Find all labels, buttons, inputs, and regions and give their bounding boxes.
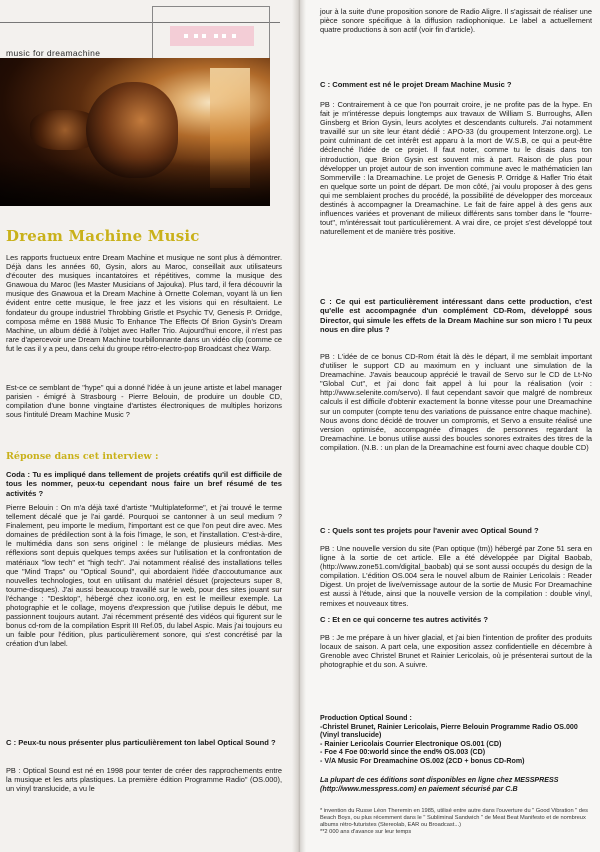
availability-note: La plupart de ces éditions sont disponibles en ligne chez MESSPRESS (http://www.messpress.com) en paiement sécurisé par C.B (320, 776, 559, 793)
answer-3: PB : Contrairement à ce que l'on pourrait croire, je ne profite pas de la hype. En fait je m'intéresse depuis longtemps aux travaux de William S. Burroughs, Allen Ginsberg et Brion Gysin, leurs acolytes et descendants culturels. J'ai notamment travaillé sur un site leur étant dédié : APO-33 (du groupement Interzone.org). Le point culminant de cet intérêt est apparu à la mort de W.S.B, ce qui a peut-être déclenché l'idée de ce projet. Il faut noter, comme tu le disais dans ton introduction, que Brion Gysin est souvent mis à part. Raison de plus pour développer un projet autour de son invention commune avec le mathématicien Ian Sommerville : la Dreamachine. Le projet de Genesis P. Orridge & Hafler Trio était en quelque sorte un point de départ. De mon côté, j'ai voulu proposer à des gens qui me semblaient proches du procédé, la possibilité de développer des morceaux destinés à accompagner la Dreamachine. Le fait de faire appel à des gens aux influences variées et provenant de milieux différents sans tomber dans le "fourre-tout", m'intéressait tout particulièrement. A vrai dire, ce projet s'est développé tout naturellement et de manière très positive. (320, 100, 592, 237)
intro-paragraph-2: Est-ce ce semblant de "hype" qui a donné l'idée à un jeune artiste et label manager parisien - émigré à Strasbourg - Pierre Belouin, de produire un double CD, compilation d'une bonne vingtaine d'artistes électroniques de multiples horizons sous l'intitulé Dream Machine Music ? (6, 383, 282, 420)
production-item: - Foe 4 Foe 00:world since the end% OS.003 (CD) (320, 748, 486, 757)
header-photo (0, 58, 270, 206)
answer-5: PB : Une nouvelle version du site (Pan optique (tm)) hébergé par Zone 51 sera en ligne à la sortie de cet article. Elle a été développée par Digital Baobab, (http://www.zone51.com/digital_baobab) qui se sont aussi occupés du design de la compilation. L'édition OS.004 sera le nouvel album de Rainier Lericolais : Reader Digest. Un projet de live/vernissage autour de la sortie de Music For Dreamachine est aussi à l'étude, ainsi que la nouvelle version de la compilation : double vinyl, remixes et nouveaux titres. (320, 544, 592, 608)
header-pink-band (170, 26, 254, 46)
question-2: C : Peux-tu nous présenter plus particulièrement ton label Optical Sound ? (6, 738, 276, 747)
production-list (320, 714, 592, 766)
left-page (0, 0, 296, 852)
production-item: - Rainier Lericolais Courrier Electronique OS.001 (CD) (320, 739, 502, 748)
answer-2: PB : Optical Sound est né en 1998 pour tenter de créer des rapprochements entre la musique et les arts plastiques. La première édition Programme Radio" (OS.000), un vinyl translucide, a vu le (6, 766, 282, 794)
section-label: music for dreamachine (6, 48, 101, 58)
right-page (306, 0, 600, 852)
article-title: Dream Machine Music (6, 227, 200, 245)
answer-6: PB : Je me prépare à un hiver glacial, et j'ai bien l'intention de profiter des produits locaux de saison. A part cela, une exposition assez confidentielle en décembre à Grenoble avec Christel Brunet et Rainier Lericolais, où je présenterai surtout de la photographie et du son. A suivre. (320, 633, 592, 670)
answer-2-continued: jour à la suite d'une proposition sonore de Radio Aligre. Il s'agissait de réaliser une pièce sonore spécifique à la diffusion radiophonique. Le label a actuellement quatre productions à son actif (voir fin d'article). (320, 7, 592, 35)
page-gutter (292, 0, 306, 852)
production-item: - V/A Music For Dreamachine OS.002 (2CD + bonus CD-Rom) (320, 756, 525, 765)
interview-subhead: Réponse dans cet interview : (6, 451, 159, 462)
question-5: C : Quels sont tes projets pour l'avenir avec Optical Sound ? (320, 526, 539, 535)
footnote-2: **2 000 ans d'avance sur leur temps (320, 829, 412, 835)
production-item: -Christel Brunet, Rainier Lericolais, Pierre Belouin Programme Radio OS.000 (Vinyl translucide) (320, 722, 578, 740)
question-1: Coda : Tu es impliqué dans tellement de projets créatifs qu'il est difficile de tous les nommer, peux-tu cependant nous faire un bref résumé de tes activités ? (6, 470, 282, 498)
footnotes (320, 808, 592, 836)
question-6: C : Et en ce qui concerne tes autres activités ? (320, 615, 488, 624)
footnote-1: * invention du Russe Léon Theremin en 1985, utilisé entre autre dans l'ouverture du " Good Vibration " des Beach Boys, ou plus récemment dans le " Subliminal Sandwich " de Meat Beat Manifesto et de nombreux albums rétro-futuristes (Stereolab, EAR ou Broadcast...) (320, 808, 588, 828)
answer-1: Pierre Belouin : On m'a déjà taxé d'artiste "Multiplateforme", et j'ai trouvé le terme tellement décalé que je l'ai gardé. Pourquoi se cantonner à un seul medium ? Finalement, peu importe le medium, l'important est ce que l'on peut dire avec. Mes domaines de prédilection sont à la fois l'image, le son, et l'installation. C'est-à-dire, le multimédia dans son sens originel : le mélange de plusieurs médias. Mes réflexions sont depuis quelques temps axées sur l'utilisation et la confrontation de matériaux "low tech" et "high tech". J'ai notamment réalisé des installations telles que "Mind Traps" ou "Optical Sound", qui abordaient l'idée d'accoutumance aux nouvelles technologies, tout en utilisant du matériel désuet (projecteurs super 8, tourne-disques). J'ai aussi beaucoup travaillé sur le web, pour des sites jouant sur l'échange : "Desktop", hébergé chez icono.org, en est le meilleur exemple. La photographie et le collage, moyens d'expression que j'utilise depuis le début, me passionnent toujours autant. J'ai récemment présenté des vidéos qui figurent sur le bonus cd-rom de la compilation Esprit III Ref.05, du label Aspic. Mais j'ai toujours eu un faible pour l'édition, plus particulièrement sonore, qui s'est concrétisé par la création d'un label. (6, 503, 282, 649)
intro-paragraph-1: Les rapports fructueux entre Dream Machine et musique ne sont plus à démontrer. Déjà dans les années 60, Gysin, alors au Maroc, conseillait aux utilisateurs d'écouter des musiques incantatoires et répétitives, comme la musique des Gnawoua du Maroc (les Master Musicians of Jajouka). Plus tard, il fera découvrir la musique des Gnawoua et la Dream Machine à Ornette Coleman, voyant là un lien évident entre cette musique, le free jazz et les visions qui en résultaient. Le fondateur du groupe industriel Throbbing Gristle et Psychic TV, Genesis P. Orridge, composa même en 1988 Music To Enhance The Effects Of Brion Gysin's Dream Machine, un album dédié à l'objet avec Hafler Trio. Aujourd'hui encore, il n'est pas rare d'apercevoir une Dream Machine tourbillonnante dans un vidéo clip (comme ce fut le cas il y a peu, dans celui du groupe rétro-electro-pop Broadcast chez Warp. (6, 253, 282, 353)
question-4: C : Ce qui est particulièrement intéressant dans cette production, c'est qu'elle est accompagnée d'un complément CD-Rom, développé sous Director, qui simule les effets de la Dream Machine sur son micro ! Tu peux nous en dire plus ? (320, 297, 592, 334)
question-3: C : Comment est né le projet Dream Machine Music ? (320, 80, 512, 89)
answer-4: PB : L'idée de ce bonus CD-Rom était là dès le départ, il me semblait important d'utiliser le support CD au maximum en y incluant une simulation de la Dreamachine. J'avais beaucoup apprécié le travail de Servo sur le CD de Lt-No "Global Cut", et j'ai donc fait appel à lui pour la réalisation (voir : http://www.selenite.com/servo). Il faut cependant savoir que malgré de nombreux calculs il est difficile d'obtenir exactement la bonne vitesse pour une Dreamachine sur un computer (compte tenu des variations de puissance entre chaque machine). Nous avons donc décidé de trouver un compromis, et Servo a ensuite réalisé une version optimisée, accompagnée d'images de personnes regardant la Dreamachine. Le bonus utilise aussi des boucles sonores extraites des titres de la compilation. (N.B. : un plan de la Dreamachine est fourni avec chaque double CD) (320, 352, 592, 452)
production-title: Production Optical Sound : (320, 714, 412, 722)
